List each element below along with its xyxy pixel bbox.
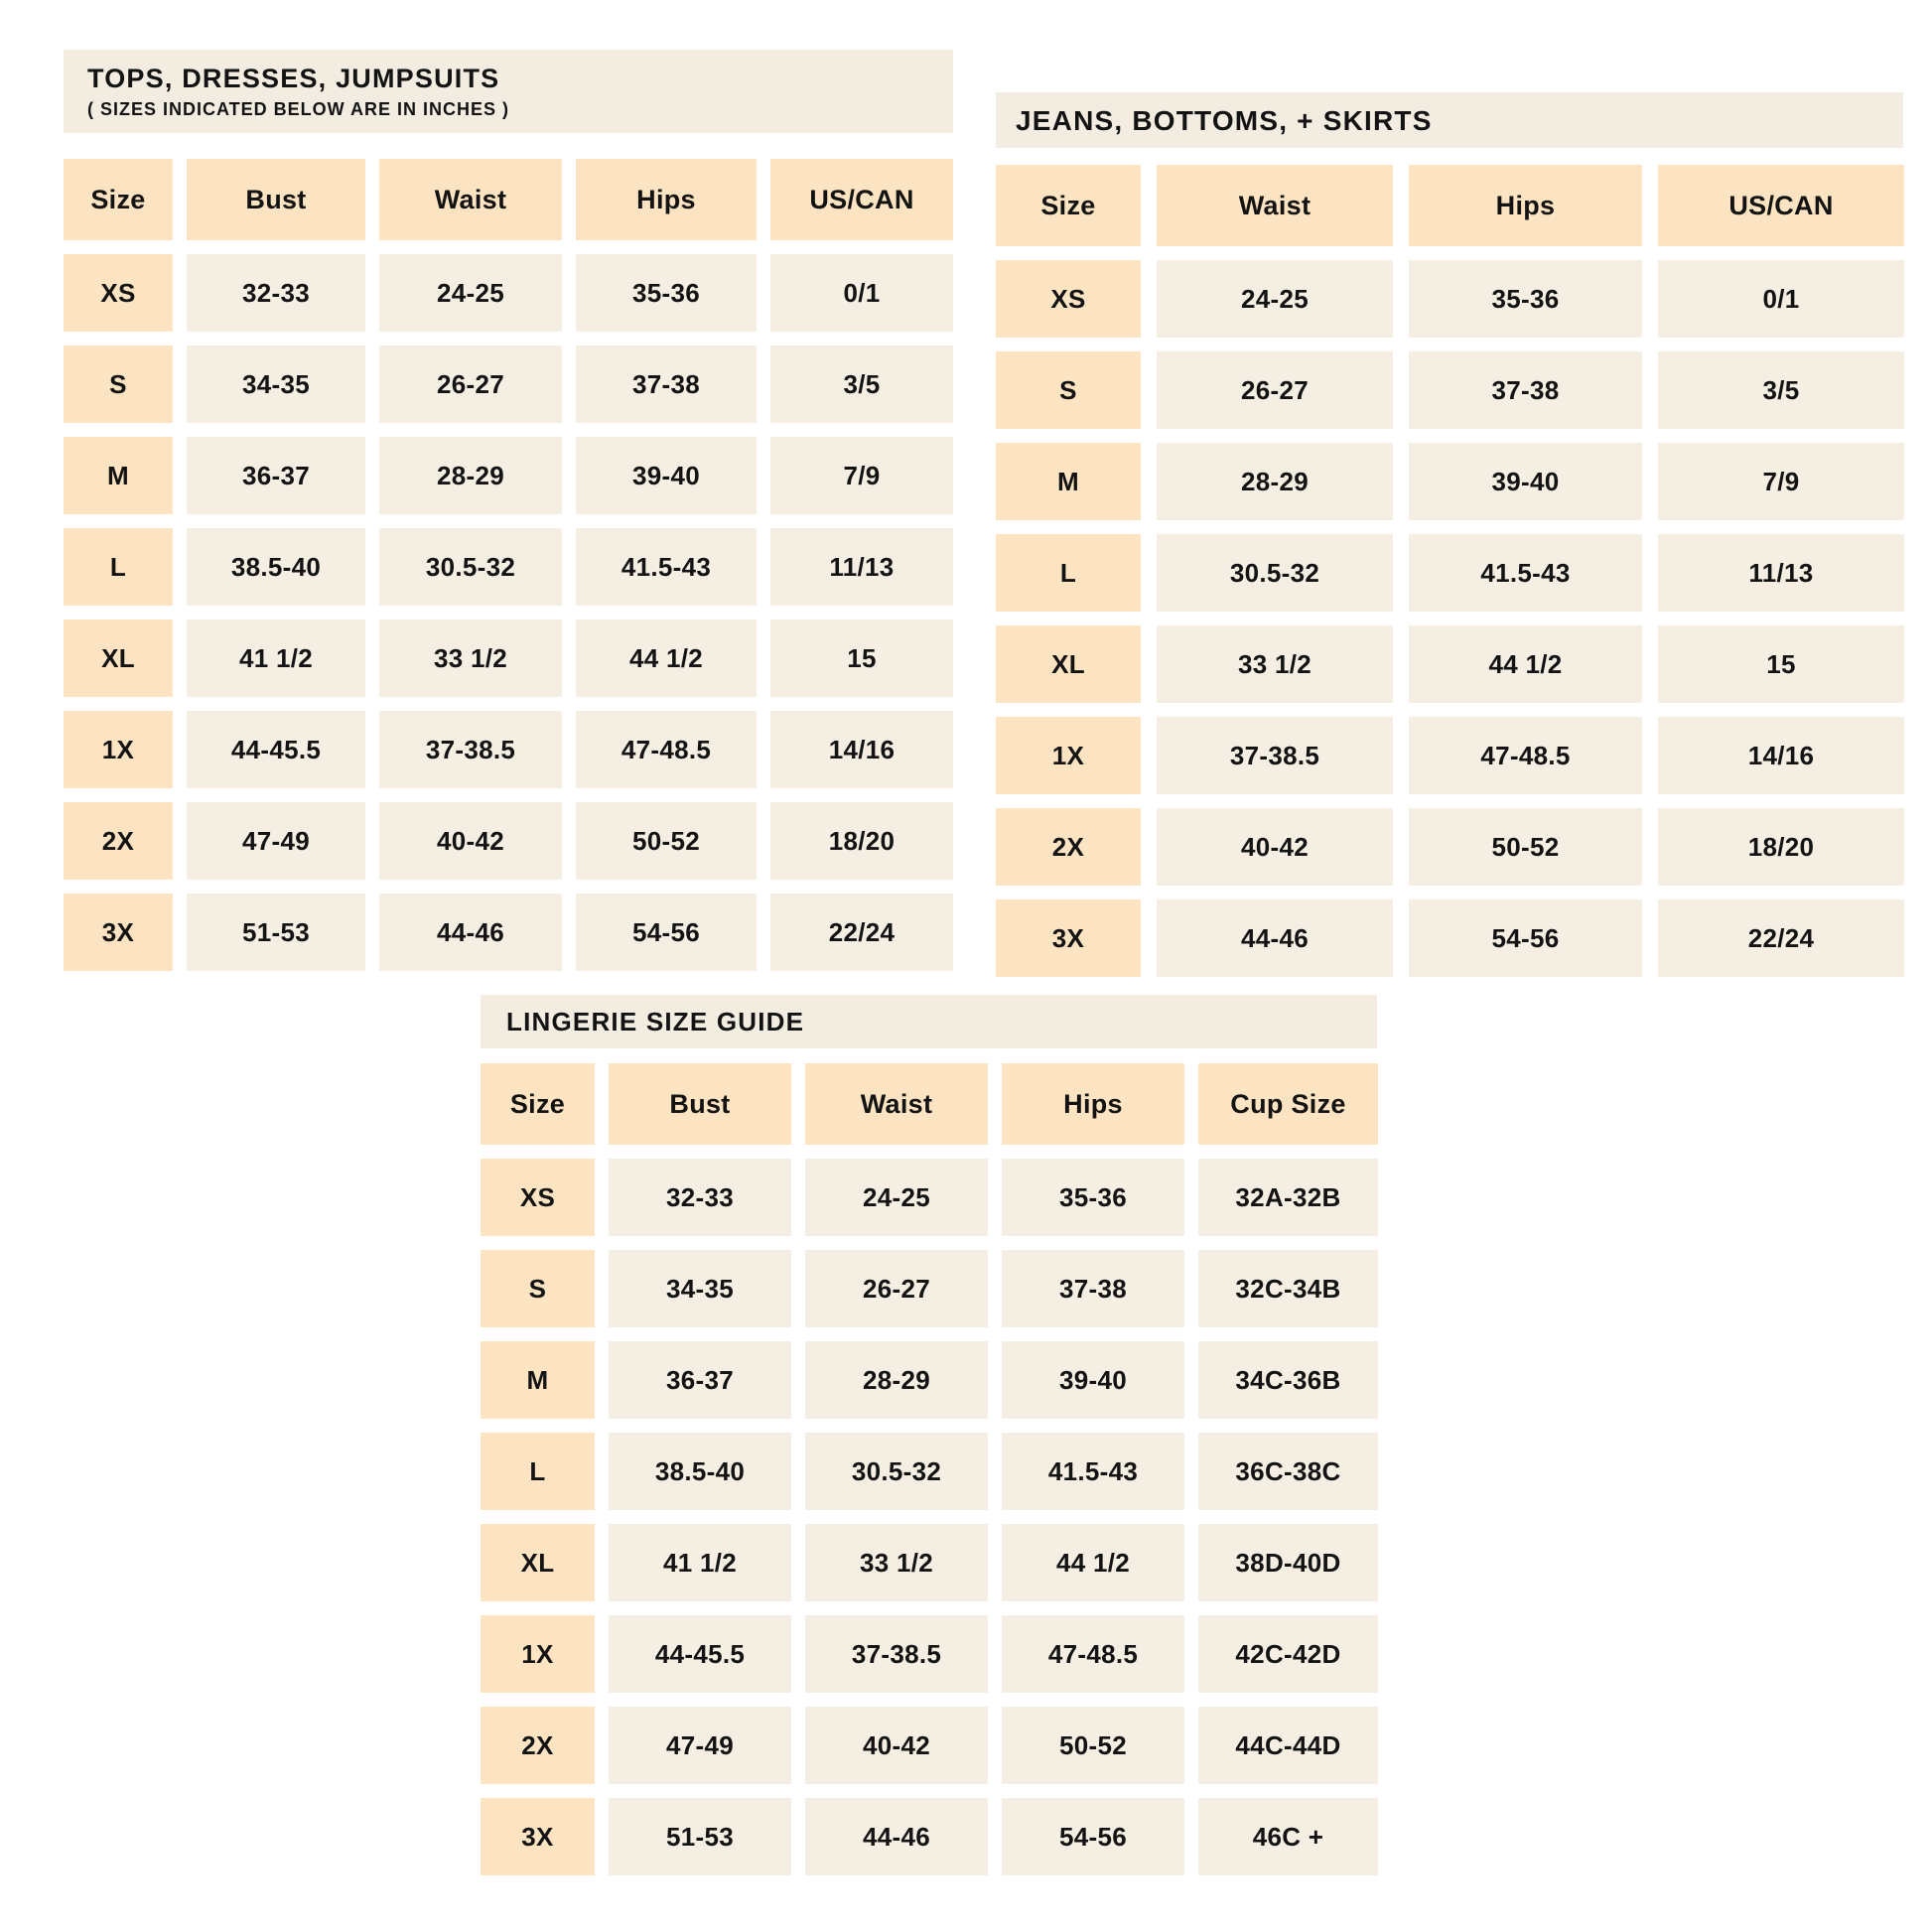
measurement-cell: 44-45.5: [187, 711, 365, 788]
size-label-cell: 1X: [64, 711, 173, 788]
size-label-cell: L: [64, 528, 173, 606]
measurement-cell: 0/1: [1658, 260, 1904, 338]
measurement-cell: 51-53: [609, 1798, 791, 1875]
size-label-cell: XS: [64, 254, 173, 332]
measurement-cell: 54-56: [1409, 899, 1642, 977]
column-header-cell: Hips: [1409, 165, 1642, 246]
measurement-cell: 39-40: [1409, 443, 1642, 520]
size-label-cell: XL: [481, 1524, 595, 1601]
measurement-cell: 40-42: [1157, 808, 1393, 886]
size-label-cell: 1X: [481, 1615, 595, 1693]
measurement-cell: 32A-32B: [1198, 1159, 1378, 1236]
jeans-size-table: [996, 165, 1904, 977]
measurement-cell: 36-37: [187, 437, 365, 514]
measurement-cell: 47-49: [609, 1707, 791, 1784]
measurement-cell: 37-38.5: [379, 711, 562, 788]
size-label-cell: M: [996, 443, 1141, 520]
measurement-cell: 38.5-40: [609, 1433, 791, 1510]
measurement-cell: 3/5: [1658, 351, 1904, 429]
measurement-cell: 30.5-32: [1157, 534, 1393, 612]
measurement-cell: 44-46: [805, 1798, 988, 1875]
measurement-cell: 7/9: [770, 437, 953, 514]
measurement-cell: 44-46: [379, 894, 562, 971]
measurement-cell: 26-27: [1157, 351, 1393, 429]
measurement-cell: 24-25: [805, 1159, 988, 1236]
tops-table-subtitle: ( SIZES INDICATED BELOW ARE IN INCHES ): [87, 99, 510, 120]
measurement-cell: 37-38: [576, 345, 757, 423]
measurement-cell: 44C-44D: [1198, 1707, 1378, 1784]
measurement-cell: 41 1/2: [609, 1524, 791, 1601]
measurement-cell: 44-46: [1157, 899, 1393, 977]
measurement-cell: 30.5-32: [805, 1433, 988, 1510]
measurement-cell: 11/13: [770, 528, 953, 606]
measurement-cell: 37-38.5: [805, 1615, 988, 1693]
lingerie-title-banner: [481, 995, 1377, 1048]
size-label-cell: S: [481, 1250, 595, 1327]
measurement-cell: 44 1/2: [576, 620, 757, 697]
measurement-cell: 30.5-32: [379, 528, 562, 606]
measurement-cell: 42C-42D: [1198, 1615, 1378, 1693]
size-label-cell: 3X: [64, 894, 173, 971]
measurement-cell: 54-56: [576, 894, 757, 971]
size-label-cell: L: [996, 534, 1141, 612]
measurement-cell: 47-48.5: [1002, 1615, 1184, 1693]
measurement-cell: 18/20: [1658, 808, 1904, 886]
size-label-cell: XL: [996, 625, 1141, 703]
column-header-cell: Waist: [1157, 165, 1393, 246]
measurement-cell: 39-40: [576, 437, 757, 514]
measurement-cell: 3/5: [770, 345, 953, 423]
measurement-cell: 24-25: [1157, 260, 1393, 338]
column-header-cell: Bust: [609, 1063, 791, 1145]
measurement-cell: 50-52: [1409, 808, 1642, 886]
size-label-cell: XS: [996, 260, 1141, 338]
measurement-cell: 15: [770, 620, 953, 697]
size-label-cell: 2X: [481, 1707, 595, 1784]
measurement-cell: 39-40: [1002, 1341, 1184, 1419]
tops-title-banner: [64, 50, 953, 133]
measurement-cell: 40-42: [805, 1707, 988, 1784]
measurement-cell: 37-38.5: [1157, 717, 1393, 794]
measurement-cell: 28-29: [379, 437, 562, 514]
size-label-cell: 2X: [996, 808, 1141, 886]
measurement-cell: 44 1/2: [1409, 625, 1642, 703]
measurement-cell: 18/20: [770, 802, 953, 880]
measurement-cell: 38.5-40: [187, 528, 365, 606]
measurement-cell: 28-29: [805, 1341, 988, 1419]
measurement-cell: 32-33: [609, 1159, 791, 1236]
column-header-cell: Waist: [379, 159, 562, 240]
measurement-cell: 28-29: [1157, 443, 1393, 520]
column-header-cell: Size: [481, 1063, 595, 1145]
tops-size-table: [64, 159, 953, 971]
measurement-cell: 26-27: [805, 1250, 988, 1327]
measurement-cell: 50-52: [1002, 1707, 1184, 1784]
measurement-cell: 41.5-43: [576, 528, 757, 606]
measurement-cell: 35-36: [576, 254, 757, 332]
measurement-cell: 26-27: [379, 345, 562, 423]
measurement-cell: 38D-40D: [1198, 1524, 1378, 1601]
size-label-cell: S: [64, 345, 173, 423]
measurement-cell: 7/9: [1658, 443, 1904, 520]
measurement-cell: 34-35: [187, 345, 365, 423]
measurement-cell: 34-35: [609, 1250, 791, 1327]
measurement-cell: 33 1/2: [805, 1524, 988, 1601]
measurement-cell: 50-52: [576, 802, 757, 880]
column-header-cell: Waist: [805, 1063, 988, 1145]
column-header-cell: US/CAN: [770, 159, 953, 240]
size-label-cell: 3X: [996, 899, 1141, 977]
measurement-cell: 22/24: [770, 894, 953, 971]
measurement-cell: 11/13: [1658, 534, 1904, 612]
measurement-cell: 35-36: [1409, 260, 1642, 338]
measurement-cell: 34C-36B: [1198, 1341, 1378, 1419]
measurement-cell: 41.5-43: [1002, 1433, 1184, 1510]
measurement-cell: 47-48.5: [1409, 717, 1642, 794]
column-header-cell: Bust: [187, 159, 365, 240]
measurement-cell: 33 1/2: [379, 620, 562, 697]
size-label-cell: XL: [64, 620, 173, 697]
measurement-cell: 46C +: [1198, 1798, 1378, 1875]
size-label-cell: M: [481, 1341, 595, 1419]
column-header-cell: Size: [64, 159, 173, 240]
measurement-cell: 40-42: [379, 802, 562, 880]
size-label-cell: 2X: [64, 802, 173, 880]
measurement-cell: 22/24: [1658, 899, 1904, 977]
column-header-cell: Hips: [1002, 1063, 1184, 1145]
jeans-title-banner: [996, 92, 1903, 148]
column-header-cell: US/CAN: [1658, 165, 1904, 246]
measurement-cell: 44 1/2: [1002, 1524, 1184, 1601]
measurement-cell: 47-48.5: [576, 711, 757, 788]
lingerie-size-table: [481, 1063, 1378, 1875]
size-label-cell: 1X: [996, 717, 1141, 794]
size-label-cell: L: [481, 1433, 595, 1510]
lingerie-table-title: LINGERIE SIZE GUIDE: [506, 1006, 805, 1036]
tops-table-title: TOPS, DRESSES, JUMPSUITS: [87, 63, 500, 93]
measurement-cell: 47-49: [187, 802, 365, 880]
measurement-cell: 41.5-43: [1409, 534, 1642, 612]
measurement-cell: 15: [1658, 625, 1904, 703]
measurement-cell: 14/16: [1658, 717, 1904, 794]
size-label-cell: 3X: [481, 1798, 595, 1875]
measurement-cell: 51-53: [187, 894, 365, 971]
measurement-cell: 35-36: [1002, 1159, 1184, 1236]
measurement-cell: 24-25: [379, 254, 562, 332]
column-header-cell: Cup Size: [1198, 1063, 1378, 1145]
measurement-cell: 32C-34B: [1198, 1250, 1378, 1327]
measurement-cell: 36C-38C: [1198, 1433, 1378, 1510]
column-header-cell: Hips: [576, 159, 757, 240]
measurement-cell: 0/1: [770, 254, 953, 332]
column-header-cell: Size: [996, 165, 1141, 246]
size-label-cell: S: [996, 351, 1141, 429]
measurement-cell: 32-33: [187, 254, 365, 332]
jeans-table-title: JEANS, BOTTOMS, + SKIRTS: [1016, 104, 1433, 136]
measurement-cell: 36-37: [609, 1341, 791, 1419]
measurement-cell: 41 1/2: [187, 620, 365, 697]
size-label-cell: M: [64, 437, 173, 514]
measurement-cell: 37-38: [1002, 1250, 1184, 1327]
measurement-cell: 54-56: [1002, 1798, 1184, 1875]
size-label-cell: XS: [481, 1159, 595, 1236]
measurement-cell: 37-38: [1409, 351, 1642, 429]
measurement-cell: 33 1/2: [1157, 625, 1393, 703]
measurement-cell: 14/16: [770, 711, 953, 788]
measurement-cell: 44-45.5: [609, 1615, 791, 1693]
